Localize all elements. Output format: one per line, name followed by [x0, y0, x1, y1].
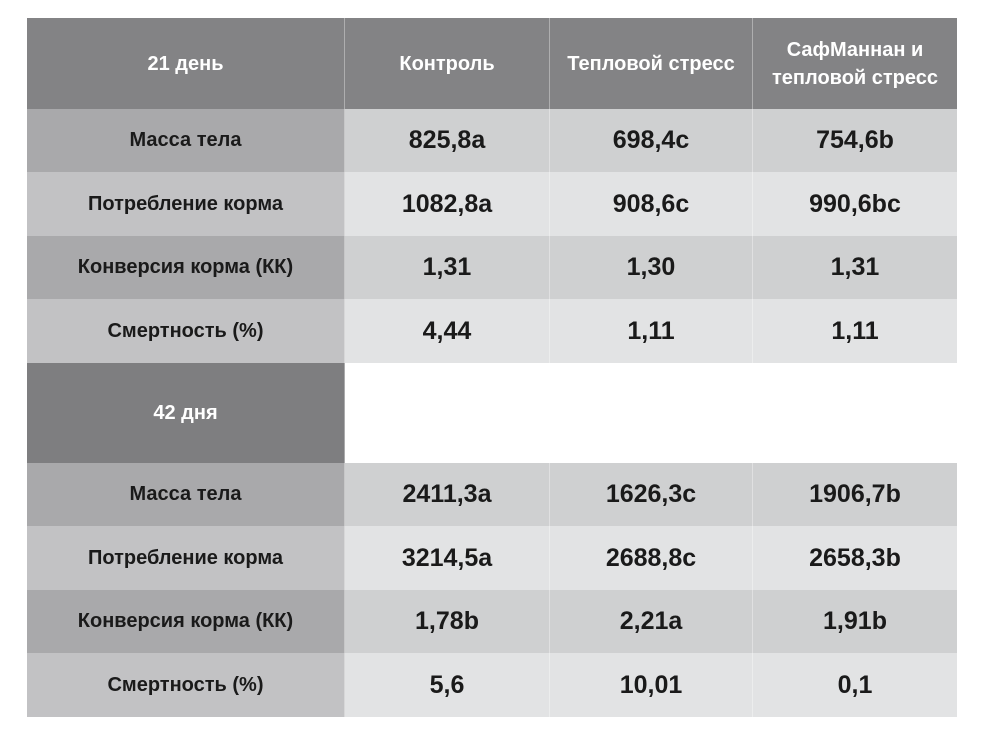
- cell-value: 4,44: [345, 299, 550, 363]
- cell-value: 5,6: [345, 653, 550, 717]
- cell-value: 2411,3a: [345, 463, 550, 526]
- cell-value: 3214,5a: [345, 526, 550, 590]
- results-table: [27, 18, 957, 717]
- cell-value: 1906,7b: [753, 463, 957, 526]
- table-row: [27, 590, 957, 653]
- cell-value: 754,6b: [753, 109, 957, 172]
- cell-value: 1,91b: [753, 590, 957, 653]
- cell-value: 698,4c: [550, 109, 753, 172]
- table-row: [27, 109, 957, 172]
- table-row: [27, 299, 957, 363]
- table-row: [27, 236, 957, 299]
- section-row-day42: [27, 363, 957, 463]
- cell-value: 908,6c: [550, 172, 753, 236]
- row-label: Масса тела: [27, 109, 345, 172]
- cell-value: 1,31: [345, 236, 550, 299]
- cell-value: 1626,3c: [550, 463, 753, 526]
- row-label: Масса тела: [27, 463, 345, 526]
- row-label: Потребление корма: [27, 526, 345, 590]
- row-label: Конверсия корма (КК): [27, 236, 345, 299]
- table-row: [27, 463, 957, 526]
- cell-value: 1,31: [753, 236, 957, 299]
- header-safmannan: [753, 18, 957, 109]
- row-label: Смертность (%): [27, 299, 345, 363]
- section-title: 42 дня: [27, 363, 345, 463]
- row-label: Смертность (%): [27, 653, 345, 717]
- table-row: [27, 526, 957, 590]
- header-heat-stress: Тепловой стресс: [550, 18, 753, 109]
- cell-value: 1,78b: [345, 590, 550, 653]
- table-row: [27, 172, 957, 236]
- header-period: 21 день: [27, 18, 345, 109]
- header-safmannan-line1: СафМаннан и: [786, 38, 924, 61]
- cell-value: 1,30: [550, 236, 753, 299]
- cell-value: 1,11: [753, 299, 957, 363]
- section-blank: [345, 363, 957, 463]
- header-safmannan-line2: тепловой стресс: [772, 66, 938, 89]
- cell-value: 825,8a: [345, 109, 550, 172]
- cell-value: 10,01: [550, 653, 753, 717]
- header-control: Контроль: [345, 18, 550, 109]
- table-row: [27, 653, 957, 717]
- cell-value: 2688,8c: [550, 526, 753, 590]
- cell-value: 1,11: [550, 299, 753, 363]
- row-label: Потребление корма: [27, 172, 345, 236]
- cell-value: 2,21a: [550, 590, 753, 653]
- cell-value: 0,1: [753, 653, 957, 717]
- cell-value: 2658,3b: [753, 526, 957, 590]
- table-header-row: [27, 18, 957, 109]
- cell-value: 1082,8a: [345, 172, 550, 236]
- cell-value: 990,6bc: [753, 172, 957, 236]
- row-label: Конверсия корма (КК): [27, 590, 345, 653]
